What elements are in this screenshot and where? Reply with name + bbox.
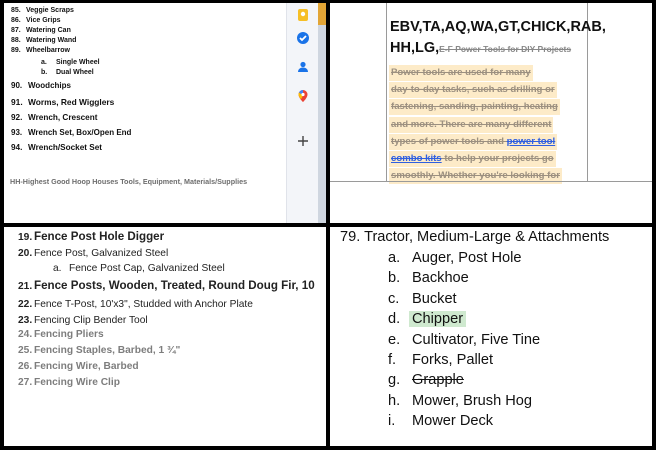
combo-kits-link[interactable]: combo kits [391,153,442,164]
list-text: Fence Post, Galvanized Steel [34,248,169,259]
keep-icon[interactable] [295,7,311,23]
list-item [11,143,102,152]
item-text: Backhoe [412,270,469,287]
list-number: 90. [11,81,23,90]
line-text: fastening, sanding, painting, heating [391,101,558,113]
maps-icon[interactable] [295,88,311,104]
paragraph-line [389,65,533,81]
list-text: Veggie Scraps [26,7,74,14]
list-item [18,377,120,388]
list-item [11,47,70,54]
tractor-heading: 79. Tractor, Medium-Large & Attachments [340,229,610,245]
attachment-item [388,413,493,429]
list-item [11,81,71,90]
list-text: Woodchips [28,81,71,90]
list-number: 91. [11,97,23,107]
list-number: 19. [18,232,33,243]
attachment-item [388,311,466,327]
item-letter: b. [388,270,401,287]
item-text: Cultivator, Five Tine [412,331,541,348]
item-letter: d. [388,311,401,328]
list-text: Fence T-Post, 10'x3", Studded with Anchor Plate [34,299,253,310]
panel-tool-list-w [4,3,326,223]
paragraph-line [389,151,556,167]
window-edge-accent [318,3,326,25]
list-number: a. [41,59,47,66]
list-item [18,299,253,310]
list-text: Fence Post Hole Digger [34,230,165,243]
attachment-item [388,291,457,307]
list-text: Wrench Set, Box/Open End [28,128,132,137]
heading-codes-line1: EBV,TA,AQ,WA,GT,CHICK,RAB, [390,19,606,35]
list-item [18,230,164,243]
line-text: to help your projects go [441,153,554,164]
list-item [18,279,315,292]
list-item [41,69,94,76]
list-text: Wheelbarrow [26,47,70,54]
item-text: Mower, Brush Hog [412,392,533,409]
list-number: 26. [18,361,33,372]
list-number: 21. [18,281,33,292]
item-letter: h. [388,392,401,409]
list-number: b. [41,69,48,76]
attachment-item [388,332,540,348]
list-text: Vice Grips [26,17,61,24]
item-letter: i. [388,413,396,430]
attachment-item [388,270,469,286]
window-edge [318,3,326,223]
list-text: Fencing Wire Clip [34,377,120,388]
list-item [11,37,76,44]
item-letter: e. [388,331,401,348]
list-number: 89. [11,47,21,54]
list-text: Wrench, Crescent [28,113,98,122]
plus-icon[interactable] [295,133,311,149]
list-item [11,27,71,34]
item-text: Auger, Post Hole [412,250,522,266]
heading-codes-line2: HH,LG, [390,40,440,56]
line-text: Power tools are used for many [391,67,531,78]
list-text: Fencing Clip Bender Tool [34,315,148,326]
list-text: Watering Wand [26,37,77,44]
contacts-icon[interactable] [295,59,311,75]
panel-fence-list [4,227,326,446]
list-number: 24. [18,329,33,340]
list-text: Wrench/Socket Set [28,143,103,152]
attachment-item [388,372,464,388]
paragraph-line [389,82,557,98]
paragraph-line [389,99,560,115]
article-heading [390,17,606,60]
item-letter: f. [388,352,397,368]
list-number: 87. [11,27,21,34]
line-text: and more. There are many different [391,118,552,130]
highlighted-item-text: Chipper [409,311,466,327]
power-tool-link[interactable]: power tool [506,135,556,147]
item-letter: g. [388,372,401,389]
list-item [11,97,114,107]
paragraph-line [389,134,557,150]
item-letter: a. [388,250,401,266]
document-page [386,3,606,182]
attachment-item [388,250,522,266]
list-item [18,329,104,340]
item-text: Forks, Pallet [412,352,494,368]
list-number: 27. [18,377,33,388]
list-text: Fence Post Cap, Galvanized Steel [69,263,225,274]
list-number: 94. [11,143,23,152]
list-number: 22. [18,299,33,310]
line-text: day-to-day tasks, such as drilling or [391,84,555,96]
item-text: Mower Deck [412,413,494,430]
list-text: Fencing Staples, Barbed, 1 ¾" [34,345,181,356]
attachment-item [388,393,532,409]
list-item [18,248,168,259]
panel-power-tools-article [330,3,652,223]
list-text: Fencing Pliers [34,329,104,340]
list-text: Fence Posts, Wooden, Treated, Round Doug Fir, 10 [34,279,315,292]
page-divider [330,181,652,182]
list-number: 23. [18,315,33,326]
list-item [11,128,131,137]
heading-struck-title: E-F Power Tools for DIY Projects [439,44,572,54]
list-text: Watering Can [26,27,71,34]
paragraph-line [389,117,553,133]
list-item [18,315,148,326]
list-number: 86. [11,17,21,24]
item-text: Grapple [412,372,464,389]
list-number: 25. [18,345,33,356]
tasks-icon[interactable] [295,30,311,46]
list-item [11,113,97,122]
line-text: types of power tools and [391,135,507,147]
line-text: smoothly. Whether you're looking for [391,170,560,182]
item-letter: c. [388,290,400,307]
list-item [11,7,74,14]
side-panel [286,3,319,223]
list-number: 93. [11,128,23,137]
page-footer: HH-Highest Good Hoop Houses Tools, Equipment, Materials/Supplies [10,177,248,186]
attachment-item [388,352,493,368]
list-item [53,263,225,274]
panel-tractor-attachments [330,227,652,446]
list-item [11,17,61,24]
list-text: Dual Wheel [56,69,94,76]
list-text: Fencing Wire, Barbed [34,361,139,372]
list-number: a. [53,263,62,274]
list-item [41,59,100,66]
list-number: 88. [11,37,21,44]
list-number: 85. [11,7,21,14]
heading-line2 [390,38,586,60]
list-item [18,361,139,372]
list-number: 20. [18,248,33,259]
list-text: Single Wheel [56,59,100,66]
list-text: Worms, Red Wigglers [28,97,115,107]
list-item [18,345,180,356]
item-text: Bucket [412,290,457,307]
list-number: 92. [11,113,23,122]
